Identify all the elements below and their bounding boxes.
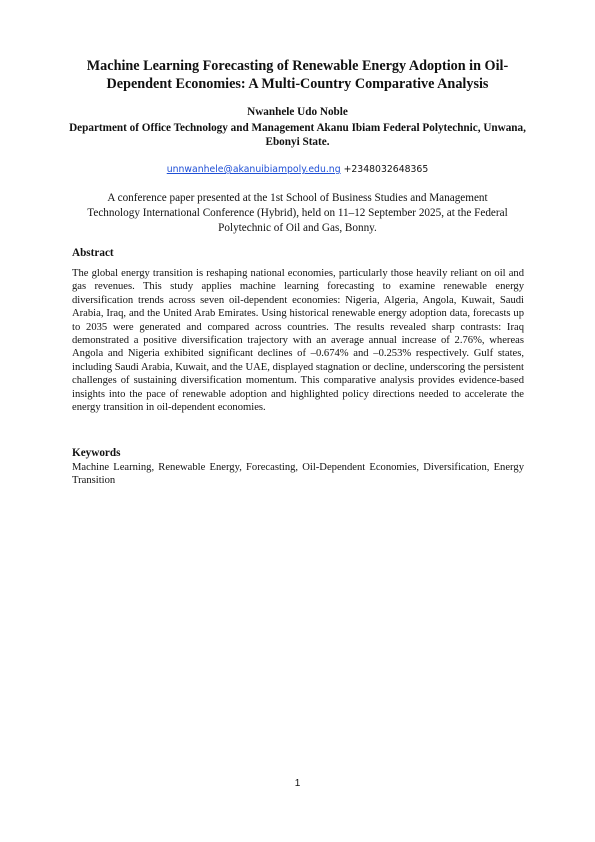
keywords-heading: Keywords bbox=[72, 447, 121, 459]
conference-note: A conference paper presented at the 1st School of Business Studies and Management Technology International Conference (Hybrid), held on 11–12 September 2025, at the Federal Polytechnic of Oil and Gas, Bonny. bbox=[87, 192, 508, 234]
author-contact bbox=[60, 164, 535, 176]
author-email-link[interactable]: unnwanhele@akanuibiampoly.edu.ng bbox=[166, 164, 341, 175]
paper-title: Machine Learning Forecasting of Renewable Energy Adoption in Oil-Dependent Economies: A Multi-Country Comparative Analysis bbox=[86, 58, 509, 92]
author-phone: +2348032648365 bbox=[343, 164, 429, 175]
keywords-text: Machine Learning, Renewable Energy, Forecasting, Oil-Dependent Economies, Diversification, Energy Transition bbox=[72, 462, 524, 487]
author-affiliation: Department of Office Technology and Management Akanu Ibiam Federal Polytechnic, Unwana, Ebonyi State. bbox=[69, 122, 526, 148]
page-number: 1 bbox=[294, 778, 301, 789]
abstract-text: The global energy transition is reshaping national economies, particularly those heavily reliant on oil and gas revenues. This study applies machine learning forecasting to examine renewable energy diversification trends across seven oil-dependent economies: Nigeria, Algeria, Angola, Kuwait, Saudi Arabia, Iraq, and the United Arab Emirates. Using historical renewable energy adoption data, forecasts up to 2035 were generated and compared across countries. The results revealed sharp contrasts: Iraq demonstrated a positive diversification trajectory with an average annual increase of 2.76%, whereas Angola and Nigeria exhibited significant declines of –0.674% and –0.253% respectively. Gulf states, including Saudi Arabia, Kuwait, and the UAE, displayed stagnation or decline, underscoring the persistent challenges of sustaining diversification momentum. This comparative analysis provides evidence-based insights into the pace of renewable adoption and highlighted policy directions needed to accelerate the energy transition in oil-dependent economies. bbox=[72, 268, 524, 414]
abstract-heading: Abstract bbox=[72, 247, 114, 259]
author-name: Nwanhele Udo Noble bbox=[247, 106, 348, 118]
